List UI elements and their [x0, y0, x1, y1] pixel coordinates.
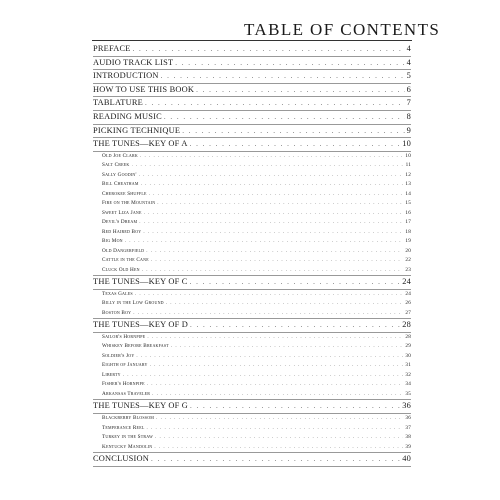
dot-leader [150, 362, 404, 371]
toc-entry [93, 453, 411, 467]
dot-leader [155, 434, 403, 443]
entry-label: Kentucky Mandolin [102, 443, 153, 450]
entry-page: 17 [405, 219, 411, 226]
toc-subentry [93, 309, 411, 320]
toc-subentry [93, 171, 411, 181]
entry-label: Devil's Dream [102, 219, 138, 226]
dot-leader [196, 84, 405, 97]
toc-list [93, 43, 411, 467]
dot-leader [175, 57, 404, 70]
toc-subentry [93, 152, 411, 162]
dot-leader [149, 191, 404, 200]
entry-page: 15 [405, 200, 411, 207]
toc-entry [93, 276, 411, 290]
entry-label: Old Dangerfield [102, 247, 145, 254]
toc-subentry [93, 361, 411, 371]
dot-leader [147, 381, 404, 390]
toc-subentry [93, 390, 411, 401]
entry-page: 13 [405, 181, 411, 188]
toc-subentry [93, 433, 411, 443]
dot-leader [146, 248, 403, 257]
dot-leader [142, 267, 404, 276]
dot-leader [141, 181, 404, 190]
entry-label: Sweet Liza Jane [102, 209, 142, 216]
dot-leader [156, 415, 403, 424]
entry-page: 36 [405, 415, 411, 422]
toc-subentry [93, 218, 411, 228]
entry-label: Fire on the Mountain [102, 200, 156, 207]
entry-page: 18 [405, 228, 411, 235]
dot-leader [136, 353, 403, 362]
entry-label: Salt Creek [102, 162, 130, 169]
entry-page: 27 [405, 309, 411, 316]
dot-leader [182, 125, 404, 138]
dot-leader [139, 172, 404, 181]
toc-subentry [93, 256, 411, 266]
dot-leader [135, 291, 404, 300]
dot-leader [145, 97, 405, 110]
dot-leader [133, 43, 405, 56]
entry-label: READING MUSIC [93, 111, 162, 121]
dot-leader [151, 453, 400, 466]
entry-page: 4 [406, 57, 411, 67]
entry-label: Cluck Old Hen [102, 266, 140, 273]
entry-page: 16 [405, 209, 411, 216]
entry-page: 36 [402, 401, 411, 411]
entry-page: 12 [405, 171, 411, 178]
entry-page: 39 [405, 443, 411, 450]
entry-label: Eighth of January [102, 362, 148, 369]
entry-label: THE TUNES—KEY OF D [93, 320, 189, 330]
dot-leader [146, 425, 403, 434]
entry-label: Temperance Reel [102, 424, 145, 431]
entry-label: THE TUNES—KEY OF G [93, 401, 189, 411]
entry-label: Cherokee Shuffle [102, 190, 147, 197]
entry-page: 5 [406, 71, 411, 81]
toc-entry [93, 125, 411, 139]
entry-page: 22 [405, 257, 411, 264]
toc-entry [93, 43, 411, 57]
entry-label: Old Joe Clark [102, 152, 138, 159]
entry-label: PICKING TECHNIQUE [93, 125, 181, 135]
entry-label: HOW TO USE THIS BOOK [93, 84, 195, 94]
dot-leader [139, 219, 403, 228]
toc-entry [93, 138, 411, 152]
entry-label: Big Mon [102, 238, 123, 245]
dot-leader [123, 372, 404, 381]
entry-page: 28 [402, 320, 411, 330]
entry-page: 32 [405, 371, 411, 378]
dot-leader [151, 257, 404, 266]
dot-leader [164, 111, 405, 124]
toc-subentry [93, 333, 411, 343]
entry-page: 11 [405, 162, 411, 169]
entry-page: 30 [405, 352, 411, 359]
toc-subentry [93, 190, 411, 200]
entry-page: 37 [405, 424, 411, 431]
entry-page: 14 [405, 190, 411, 197]
entry-label: Turkey in the Straw [102, 434, 153, 441]
toc-entry [93, 84, 411, 98]
toc-entry [93, 111, 411, 125]
toc-subentry [93, 414, 411, 424]
title-rule [92, 40, 412, 41]
entry-page: 28 [405, 333, 411, 340]
page-title: TABLE OF CONTENTS [244, 20, 441, 39]
entry-label: Texas Gales [102, 290, 133, 297]
entry-label: Bill Cheatham [102, 181, 139, 188]
dot-leader [161, 70, 405, 83]
entry-label: THE TUNES—KEY OF A [93, 139, 188, 149]
entry-page: 6 [406, 84, 411, 94]
dot-leader [166, 300, 404, 309]
dot-leader [157, 200, 403, 209]
toc-subentry [93, 180, 411, 190]
dot-leader [190, 400, 400, 413]
entry-label: Liberty [102, 371, 121, 378]
entry-label: Soldier's Joy [102, 352, 135, 359]
entry-page: 8 [406, 111, 411, 121]
entry-page: 7 [406, 98, 411, 108]
entry-label: Boston Boy [102, 309, 132, 316]
entry-label: Billy in the Low Ground [102, 300, 164, 307]
toc-subentry [93, 290, 411, 300]
entry-label: THE TUNES—KEY OF C [93, 277, 188, 287]
entry-label: Arkansas Traveler [102, 390, 151, 397]
dot-leader [190, 319, 400, 332]
entry-page: 40 [402, 454, 411, 464]
toc-subentry [93, 266, 411, 277]
dot-leader [190, 276, 401, 289]
dot-leader [125, 238, 404, 247]
dot-leader [132, 162, 404, 171]
dot-leader [133, 310, 403, 319]
entry-label: Fisher's Hornpipe [102, 381, 145, 388]
dot-leader [154, 444, 403, 453]
toc-subentry [93, 299, 411, 309]
toc-subentry [93, 380, 411, 390]
entry-label: Sally Goodin' [102, 171, 137, 178]
entry-label: Red Haired Boy [102, 228, 142, 235]
dot-leader [140, 153, 403, 162]
entry-page: 19 [405, 238, 411, 245]
toc-entry [93, 57, 411, 71]
entry-page: 9 [406, 125, 411, 135]
toc-subentry [93, 371, 411, 381]
entry-page: 26 [405, 300, 411, 307]
toc-subentry [93, 424, 411, 434]
entry-page: 31 [405, 362, 411, 369]
entry-page: 24 [402, 277, 411, 287]
entry-label: AUDIO TRACK LIST [93, 57, 174, 67]
entry-page: 35 [405, 390, 411, 397]
entry-page: 24 [405, 290, 411, 297]
dot-leader [190, 138, 401, 151]
dot-leader [171, 343, 403, 352]
entry-page: 10 [405, 152, 411, 159]
toc-subentry [93, 247, 411, 257]
entry-page: 23 [405, 266, 411, 273]
entry-page: 29 [405, 343, 411, 350]
entry-page: 38 [405, 434, 411, 441]
entry-label: Whiskey Before Breakfast [102, 343, 169, 350]
entry-label: CONCLUSION [93, 454, 149, 464]
dot-leader [144, 210, 404, 219]
dot-leader [143, 229, 403, 238]
toc-subentry [93, 352, 411, 362]
toc-subentry [93, 228, 411, 238]
toc-entry [93, 400, 411, 414]
entry-label: Sailor's Hornpipe [102, 333, 146, 340]
dot-leader [147, 334, 403, 343]
toc-subentry [93, 443, 411, 454]
toc-entry [93, 97, 411, 111]
dot-leader [152, 391, 403, 400]
toc-subentry [93, 342, 411, 352]
entry-page: 34 [405, 381, 411, 388]
entry-page: 20 [405, 247, 411, 254]
toc-subentry [93, 209, 411, 219]
toc-entry [93, 319, 411, 333]
entry-label: Blackberry Blossom [102, 415, 155, 422]
entry-label: Cattle in the Cane [102, 257, 149, 264]
toc-subentry [93, 161, 411, 171]
toc-subentry [93, 237, 411, 247]
entry-page: 4 [406, 44, 411, 53]
toc-subentry [93, 199, 411, 209]
entry-page: 10 [402, 139, 411, 149]
toc-entry [93, 70, 411, 84]
entry-label: INTRODUCTION [93, 71, 159, 81]
entry-label: TABLATURE [93, 98, 143, 108]
entry-label: PREFACE [93, 44, 131, 53]
